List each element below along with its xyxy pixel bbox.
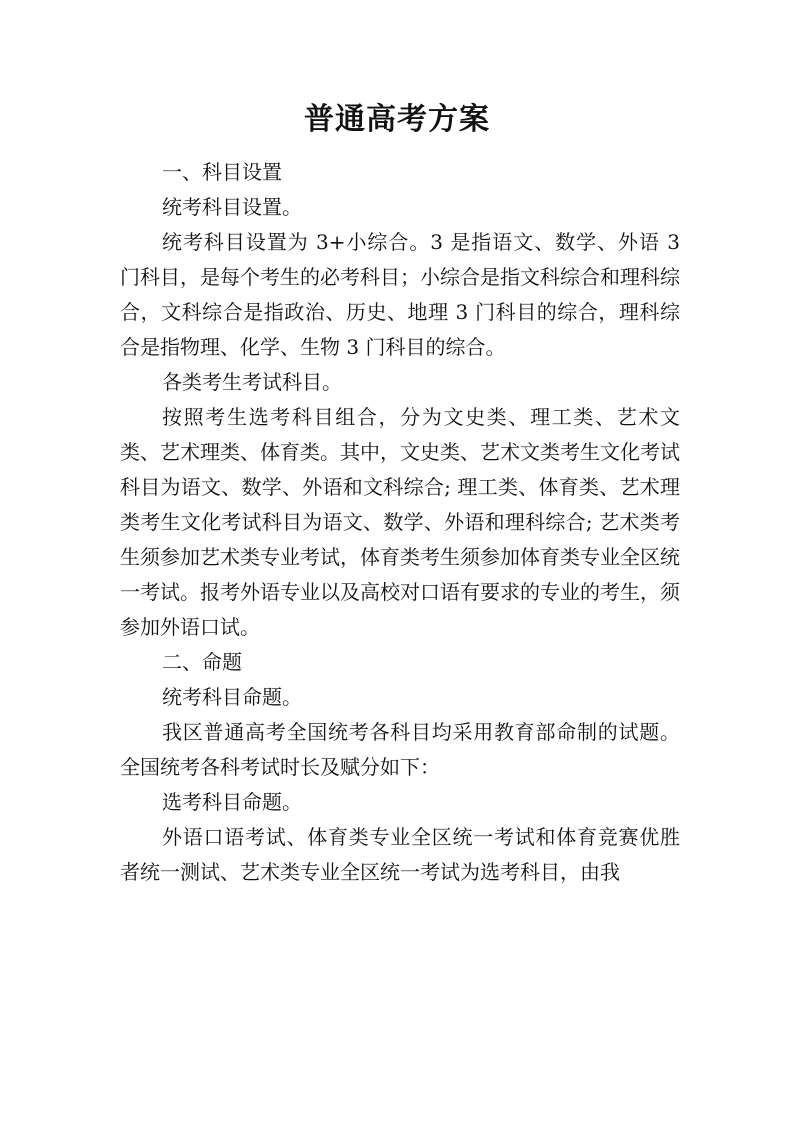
section-heading-subjects: 一、科目设置 [162, 160, 282, 184]
paragraph-exam-subjects: 按照考生选考科目组合，分为文史类、理工类、艺术文类、艺术理类、体育类。其中，文史类、艺术文类考生文化考试科目为语文、数学、外语和文科综合; 理工类、体育类、艺术理类考生文化考试科目为语文、数学、外语和理科综合; 艺术类考生须参加艺术类专业考试，体育类考生须参加体育类专业全区统一考试。报考外语专业以及高校对口语有要求的专业的考生，须参加外语口试。 [120, 405, 680, 639]
subheading-exam-subjects: 各类考生考试科目。 [162, 370, 342, 394]
subheading-unified-proposition: 统考科目命题。 [162, 685, 302, 709]
paragraph-unified-subjects: 统考科目设置为 3+小综合。3 是指语文、数学、外语 3 门科目，是每个考生的必考科目；小综合是指文科综合和理科综合，文科综合是指政治、历史、地理 3 门科目的综合，理科综合是指物理、化学、生物 3 门科目的综合。 [120, 230, 680, 359]
subheading-unified-subjects: 统考科目设置。 [162, 195, 302, 219]
document-title: 普通高考方案 [304, 102, 490, 137]
document-body [120, 155, 680, 890]
section-heading-proposition: 二、命题 [162, 650, 242, 674]
subheading-elective-proposition: 选考科目命题。 [162, 790, 302, 814]
paragraph-unified-proposition: 我区普通高考全国统考各科目均采用教育部命制的试题。全国统考各科考试时长及赋分如下： [120, 720, 680, 779]
paragraph-elective-proposition: 外语口语考试、体育类专业全区统一考试和体育竞赛优胜者统一测试、艺术类专业全区统一考试为选考科目，由我 [120, 825, 680, 884]
